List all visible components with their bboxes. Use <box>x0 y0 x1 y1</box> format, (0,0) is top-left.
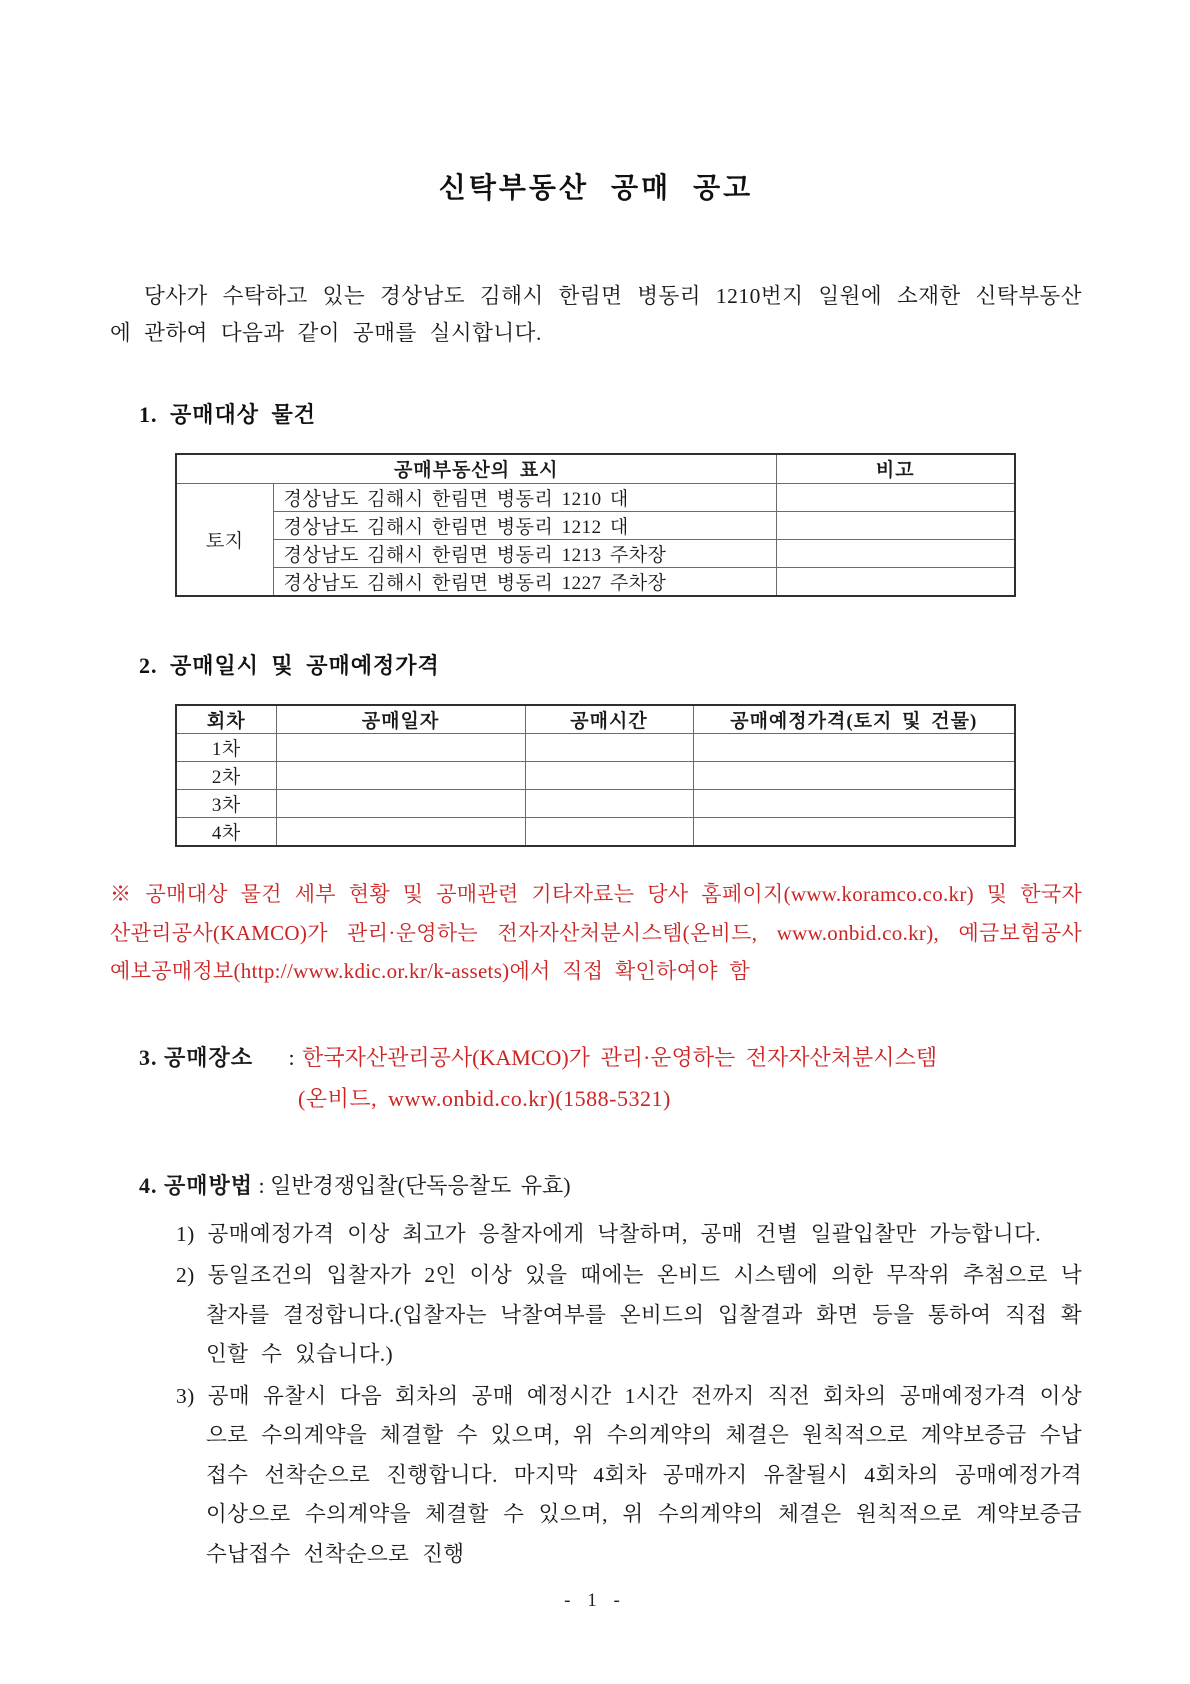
schedule-header-round: 회차 <box>176 705 276 734</box>
property-note-cell <box>776 511 1015 539</box>
schedule-date-cell <box>276 790 525 818</box>
section4-item-list <box>110 1215 1082 1575</box>
property-note-cell <box>776 483 1015 511</box>
section3-line2 <box>110 1078 1082 1119</box>
table-row <box>176 734 1015 762</box>
table-row <box>176 483 1015 511</box>
schedule-date-cell <box>276 734 525 762</box>
property-category-cell: 토지 <box>176 483 273 596</box>
property-desc-cell: 경상남도 김해시 한림면 병동리 1210 대 <box>273 483 776 511</box>
section3-line1 <box>110 1037 1082 1078</box>
property-table-header-note: 비고 <box>776 454 1015 483</box>
property-table <box>175 453 1016 597</box>
item-text: 공매예정가격 이상 최고가 응찰자에게 낙찰하며, 공매 건별 일괄입찰만 가능합니다. <box>207 1221 1041 1246</box>
schedule-table-header-row <box>176 705 1015 734</box>
auction-info-note: ※ 공매대상 물건 세부 현황 및 공매관련 기타자료는 당사 홈페이지(www.koramco.co.kr) 및 한국자산관리공사(KAMCO)가 관리·운영하는 전자자산처분시스템(온비드, www.onbid.co.kr), 예금보험공사 예보공매정보(http://www.kdic.or.kr/k-assets)에서 직접 확인하여야 함 <box>110 882 1082 983</box>
property-note-cell <box>776 567 1015 596</box>
item-number: 2) <box>176 1263 195 1287</box>
list-item <box>110 1256 1082 1375</box>
item-number: 3) <box>176 1383 195 1408</box>
schedule-header-price: 공매예정가격(토지 및 건물) <box>693 705 1015 734</box>
schedule-header-date: 공매일자 <box>276 705 525 734</box>
table-row <box>176 790 1015 818</box>
schedule-date-cell <box>276 818 525 847</box>
schedule-time-cell <box>525 790 693 818</box>
property-desc-cell: 경상남도 김해시 한림면 병동리 1213 주차장 <box>273 539 776 567</box>
table-row <box>176 539 1015 567</box>
property-desc-cell: 경상남도 김해시 한림면 병동리 1212 대 <box>273 511 776 539</box>
section4-auction-method <box>110 1167 1082 1575</box>
section4-heading <box>110 1167 1082 1205</box>
property-table-header-row <box>176 454 1015 483</box>
schedule-price-cell <box>693 734 1015 762</box>
section3-auction-place <box>110 1037 1082 1119</box>
schedule-round-cell: 3차 <box>176 790 276 818</box>
property-table-header-desc: 공매부동산의 표시 <box>176 454 776 483</box>
table-row <box>176 567 1015 596</box>
schedule-price-cell <box>693 762 1015 790</box>
table-row <box>176 511 1015 539</box>
schedule-header-time: 공매시간 <box>525 705 693 734</box>
section3-value-line1: 한국자산관리공사(KAMCO)가 관리·운영하는 전자자산처분시스템 <box>302 1044 938 1070</box>
section3-separator: : <box>282 1044 303 1070</box>
page-number: - 1 - <box>564 1590 626 1611</box>
list-item <box>110 1377 1082 1575</box>
schedule-round-cell: 4차 <box>176 818 276 847</box>
schedule-date-cell <box>276 762 525 790</box>
section4-label: 4. 공매방법 <box>139 1172 254 1198</box>
schedule-round-cell: 1차 <box>176 734 276 762</box>
item-text: 동일조건의 입찰자가 2인 이상 있을 때에는 온비드 시스템에 의한 무작위 추첨으로 낙찰자를 결정합니다.(입찰자는 낙찰여부를 온비드의 입찰결과 화면 등을 통하여 직접 확인할 수 있습니다.) <box>206 1263 1082 1366</box>
table-row <box>176 762 1015 790</box>
intro-paragraph: 당사가 수탁하고 있는 경상남도 김해시 한림면 병동리 1210번지 일원에 소재한 신탁부동산에 관하여 다음과 같이 공매를 실시합니다. <box>110 284 1082 345</box>
schedule-time-cell <box>525 734 693 762</box>
schedule-price-cell <box>693 818 1015 847</box>
schedule-time-cell <box>525 818 693 847</box>
item-text: 공매 유찰시 다음 회차의 공매 예정시간 1시간 전까지 직전 회차의 공매예정가격 이상으로 수의계약을 체결할 수 있으며, 위 수의계약의 체결은 원칙적으로 계약보증금 수납접수 선착순으로 진행합니다. 마지막 4회차 공매까지 유찰될시 4회차의 공매예정가격 이상으로 수의계약을 체결할 수 있으며, 위 수의계약의 체결은 원칙적으로 계약보증금 수납접수 선착순으로 진행 <box>206 1383 1082 1566</box>
section1-heading: 1. 공매대상 물건 <box>139 402 317 427</box>
table-row <box>176 818 1015 847</box>
section4-separator: : <box>253 1172 271 1198</box>
section2-heading: 2. 공매일시 및 공매예정가격 <box>139 652 440 678</box>
section3-value-line2: (온비드, www.onbid.co.kr)(1588-5321) <box>298 1085 671 1111</box>
section3-label: 3. 공매장소 <box>139 1044 254 1070</box>
property-note-cell <box>776 539 1015 567</box>
schedule-table <box>175 704 1016 848</box>
list-item <box>110 1215 1082 1255</box>
page-title: 신탁부동산 공매 공고 <box>438 173 754 204</box>
property-desc-cell: 경상남도 김해시 한림면 병동리 1227 주차장 <box>273 567 776 596</box>
item-number: 1) <box>176 1221 195 1246</box>
schedule-round-cell: 2차 <box>176 762 276 790</box>
section4-value: 일반경쟁입찰(단독응찰도 유효) <box>270 1172 571 1198</box>
schedule-time-cell <box>525 762 693 790</box>
schedule-price-cell <box>693 790 1015 818</box>
